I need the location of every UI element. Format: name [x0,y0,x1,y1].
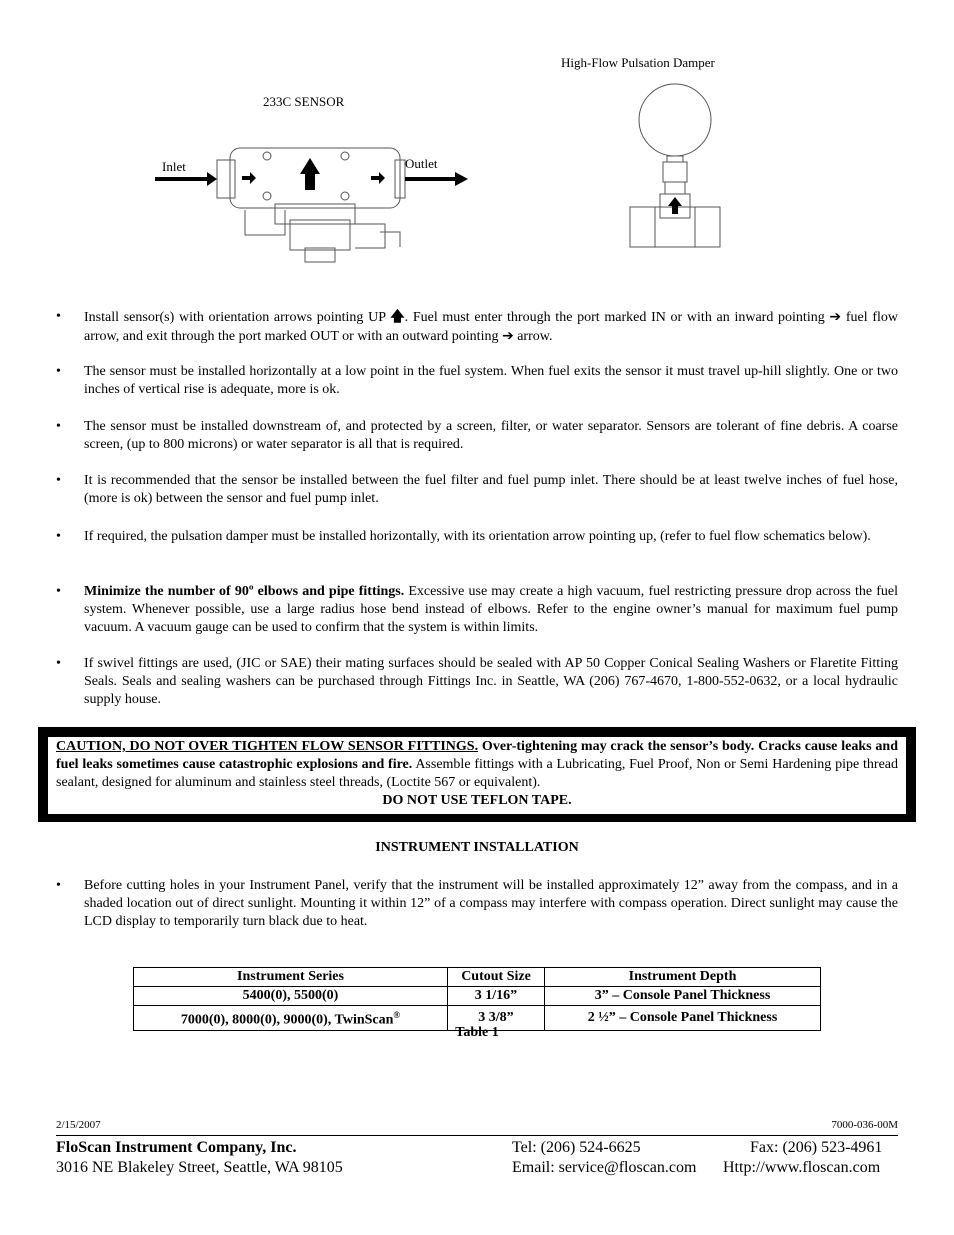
bullet-dot: • [56,656,61,671]
bullet-dot: • [56,584,61,599]
list-item [56,655,898,709]
footer-rule [56,1135,898,1136]
table-header: Instrument Series [134,968,448,987]
teflon-warning: DO NOT USE TEFLON TAPE. [382,793,572,808]
list-item [56,418,898,454]
table-header-row [134,968,821,987]
table-cell: 2 ½” – Console Panel Thickness [545,1006,821,1031]
table-cell [134,1006,448,1031]
bullet-text: fuel flow arrow, and exit through the port marked OUT or with an outward pointing [84,310,899,344]
bullet-dot: • [56,419,61,434]
bullet-text: Install sensor(s) with orientation arrows pointing UP [84,310,391,325]
arrow-right-icon: ➔ [501,328,514,344]
bullet-dot: • [56,309,61,324]
caution-warning: Over-tightening may crack the sensor’s body. Cracks cause leaks and fuel leaks sometimes cause catastrophic explosions and fire. [56,739,898,772]
list-item [56,308,898,346]
section-heading: INSTRUMENT INSTALLATION [375,840,579,855]
caution-heading: CAUTION, DO NOT OVER TIGHTEN FLOW SENSOR FITTINGS. [56,739,479,754]
caution-body: Assemble fittings with a Lubricating, Fuel Proof, Non or Semi Hardening pipe thread sealant, designed for aluminum and stainless steel threads, (Loctite 567 or equivalent). [56,757,899,790]
phone-number: Tel: (206) 524-6625 [512,1139,641,1156]
sensor-drawing [155,140,475,275]
bullet-dot: • [56,878,61,893]
bullet-text: arrow. [513,329,553,344]
list-item [56,528,898,546]
table-cell: 3 1/16” [448,987,545,1006]
email-link[interactable]: Email: service@floscan.com [512,1159,697,1176]
table-row [134,987,821,1006]
bullet-text: . Fuel must enter through the port marked IN or with an inward pointing [404,310,830,325]
table-cell: 3” – Console Panel Thickness [545,987,821,1006]
registered-mark: ® [393,1010,401,1020]
bullet-text: The sensor must be installed horizontally at a low point in the fuel system. When fuel exits the sensor it must travel up-hill slightly. One or two inches of vertical rise is adequate, more is ok. [84,364,898,397]
bullet-text: If swivel fittings are used, (JIC or SAE) their mating surfaces should be sealed with AP 50 Copper Conical Sealing Washers or Flaretite Fitting Seals. Seals and sealing washers can be purchased through Fittings Inc. in Seattle, WA (206) 767-4670, 1-800-552-0632, or a local hydraulic supply house. [84,656,898,707]
table-header: Cutout Size [448,968,545,987]
list-item [56,363,898,399]
list-item [56,583,898,637]
damper-drawing [625,82,725,252]
table-cell: 5400(0), 5500(0) [134,987,448,1006]
bullet-text: Before cutting holes in your Instrument Panel, verify that the instrument will be installed approximately 12” away from the compass, and in a shaded location out of direct sunlight. Mounting it within 12” of a compass may interfere with compass operation. Direct sunlight may cause the LCD display to temporarily turn black due to heat. [84,878,898,929]
table-header: Instrument Depth [545,968,821,987]
arrow-right-icon: ➔ [829,309,842,325]
bullet-text: The sensor must be installed downstream of, and protected by a screen, filter, or water separator. Sensors are tolerant of fine debris. A coarse screen, (up to 800 microns) or water separator is all that is required. [84,419,898,452]
list-item [56,472,898,508]
instrument-table [133,967,821,1031]
bullet-dot: • [56,529,61,544]
fax-number: Fax: (206) 523-4961 [750,1139,883,1156]
bullet-bold-text: Minimize the number of 90º elbows and pipe fittings. [84,584,405,599]
table-cell: 3 3/8” [448,1006,545,1031]
bullet-dot: • [56,473,61,488]
website-link[interactable]: Http://www.floscan.com [723,1159,881,1176]
company-name: FloScan Instrument Company, Inc. [56,1139,297,1156]
document-number: 7000-036-00M [831,1119,898,1131]
bullet-text: Excessive use may create a high vacuum, fuel restricting pressure drop across the fuel system. Whenever possible, use a large radius hose bend instead of elbows. Refer to the engine owner’s manual for maximum fuel pump vacuum. A vacuum gauge can be used to confirm that the system is within limits. [84,584,898,635]
caution-text [56,738,898,792]
company-address: 3016 NE Blakeley Street, Seattle, WA 98105 [56,1159,343,1176]
arrow-up-icon: 🡅 [390,309,405,325]
list-item [56,877,898,931]
table-cell-text: 7000(0), 8000(0), 9000(0), TwinScan [180,1012,394,1028]
outlet-label: Outlet [405,156,438,171]
table-caption: Table 1 [455,1025,499,1040]
inlet-label: Inlet [162,159,186,174]
sensor-label: 233C SENSOR [263,94,345,109]
bullet-text: It is recommended that the sensor be installed between the fuel filter and fuel pump inlet. There should be at least twelve inches of fuel hose, (more is ok) between the sensor and fuel pump inlet. [84,473,898,506]
damper-label: High-Flow Pulsation Damper [561,55,715,70]
bullet-text: If required, the pulsation damper must be installed horizontally, with its orientation arrow pointing up, (refer to fuel flow schematics below). [84,529,871,544]
bullet-dot: • [56,364,61,379]
document-date: 2/15/2007 [56,1119,101,1131]
